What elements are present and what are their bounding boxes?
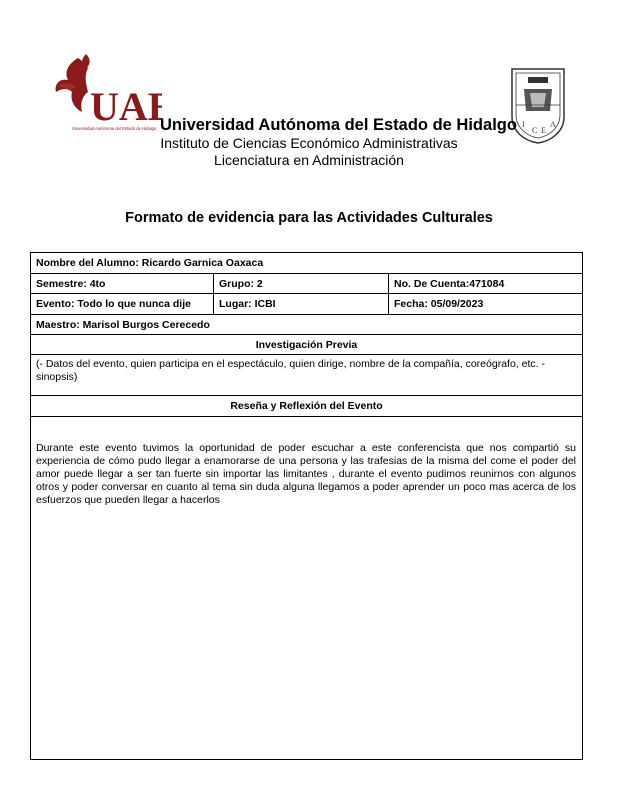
- icea-crest: [508, 65, 568, 145]
- event-date: Fecha: 05/09/2023: [388, 294, 582, 314]
- event-place: Lugar: ICBI: [213, 294, 388, 314]
- semester: Semestre: 4to: [36, 277, 106, 290]
- program-name: Licenciatura en Administración: [214, 152, 404, 168]
- teacher-name: Maestro: Marisol Burgos Cerecedo: [36, 318, 210, 331]
- event-row: [31, 294, 582, 315]
- review-heading-row: [31, 396, 582, 417]
- event-name: Evento: Todo lo que nunca dije: [36, 298, 191, 310]
- svg-text:E: E: [541, 126, 546, 135]
- prior-heading-row: [31, 335, 582, 355]
- student-row: [31, 253, 582, 274]
- uaeh-logo: [50, 50, 162, 132]
- teacher-row: [31, 315, 582, 335]
- evidence-form: [30, 252, 583, 760]
- review-body: Durante este evento tuvimos la oportunidad de poder escuchar a este conferencista que nos compartió su experiencia de cómo pudo llegar a enamorarse de una persona y las trafesias de la misma del come el poder del amor puede llegar a ser tan fuerte sin importar las limitantes , durante el evento pudimos reunirnos con algunos otros y poder conversar en cuanto al tema sin duda alguna llegamos a poder aprender un poco mas acerca de los esfuerzos que pueden llegar a hacerlos: [36, 442, 576, 506]
- review-heading: Reseña y Reflexión del Evento: [230, 400, 383, 412]
- institute-name: Instituto de Ciencias Económico Administrativas: [160, 135, 458, 151]
- group: Grupo: 2: [213, 274, 388, 293]
- svg-text:I: I: [522, 120, 525, 129]
- account-number: No. De Cuenta:471084: [388, 274, 582, 293]
- student-name: Nombre del Alumno: Ricardo Garnica Oaxaca: [36, 257, 264, 269]
- logo-lettering: UAE: [90, 84, 162, 129]
- university-name: Universidad Autónoma del Estado de Hidalgo: [160, 116, 517, 134]
- svg-text:C: C: [532, 126, 538, 135]
- prior-research-note: (- Datos del evento, quien participa en el espectáculo, quien dirige, nombre de la compañía, coreógrafo, etc. - sinopsis): [36, 358, 545, 383]
- svg-text:A: A: [550, 120, 556, 129]
- form-title: Formato de evidencia para las Actividades Culturales: [125, 210, 493, 226]
- svg-text:Universidad Autónoma del Estad: Universidad Autónoma del Estado de Hidalgo: [72, 126, 157, 131]
- prior-research-heading: Investigación Previa: [255, 338, 358, 351]
- semester-row: [31, 274, 582, 294]
- prior-note-row: [31, 355, 582, 396]
